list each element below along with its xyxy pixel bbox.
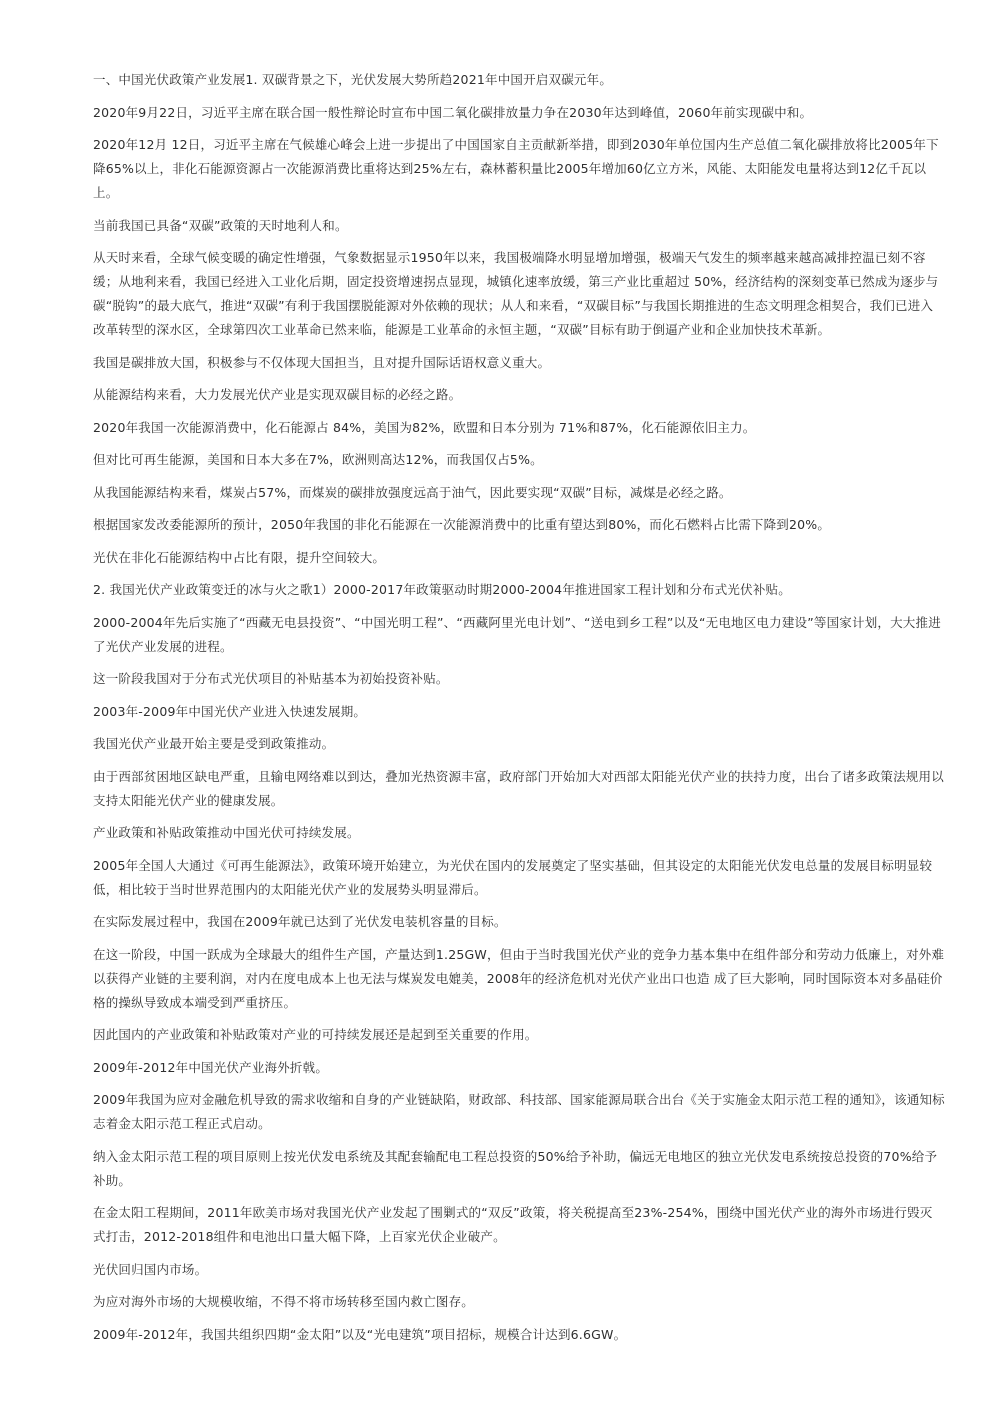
paragraph-29: 为应对海外市场的大规模收缩，不得不将市场转移至国内救亡图存。 [93, 1294, 475, 1309]
paragraph-18: 由于西部贫困地区缺电严重，且输电网络难以到达，叠加光热资源丰富，政府部门开始加大对西部太阳能光伏产业的扶持力度，出台了诸多政策法规用以支持太阳能光伏产业的健康发展。 [93, 768, 944, 808]
paragraph-26: 纳入金太阳示范工程的项目原则上按光伏发电系统及其配套输配电工程总投资的50%给予补助，偏远无电地区的独立光伏发电系统按总投资的70%给予补助。 [93, 1148, 938, 1188]
paragraph-27: 在金太阳工程期间，2011年欧美市场对我国光伏产业发起了围剿式的“双反”政策，将关税提高至23%-254%，围绕中国光伏产业的海外市场进行毁灭式打击，2012-2018组件和电池出口量大幅下降，上百家光伏企业破产。 [93, 1205, 933, 1244]
paragraph-4: 当前我国已具备“双碳”政策的天时地利人和。 [93, 217, 348, 233]
paragraph-6: 我国是碳排放大国，积极参与不仅体现大国担当，且对提升国际话语权意义重大。 [93, 354, 551, 370]
paragraph-15: 这一阶段我国对于分布式光伏项目的补贴基本为初始投资补贴。 [93, 671, 449, 686]
document-body [93, 68, 945, 1355]
paragraph-10: 从我国能源结构来看，煤炭占57%，而煤炭的碳排放强度远高于油气，因此要实现“双碳”目标，减煤是必经之路。 [93, 484, 732, 500]
paragraph-21: 在实际发展过程中，我国在2009年就已达到了光伏发电装机容量的目标。 [93, 914, 507, 929]
paragraph-19: 产业政策和补贴政策推动中国光伏可持续发展。 [93, 825, 360, 840]
paragraph-20: 2005年全国人大通过《可再生能源法》，政策环境开始建立，为光伏在国内的发展奠定了坚实基础，但其设定的太阳能光伏发电总量的发展目标明显较低，相比较于当时世界范围内的太阳能光伏产业的发展势头明显滞后。 [93, 857, 933, 897]
paragraph-25: 2009年我国为应对金融危机导致的需求收缩和自身的产业链缺陷，财政部、科技部、国家能源局联合出台《关于实施金太阳示范工程的通知》，该通知标志着金太阳示范工程正式启动。 [93, 1092, 945, 1131]
paragraph-3: 2020年12月 12日，习近平主席在气候雄心峰会上进一步提出了中国国家自主贡献新举措，即到2030年单位国内生产总值二氧化碳排放将比2005年下降65%以上，非化石能源资源占一次能源消费比重将达到25%左右，森林蓄积量比2005年增加60亿立方米，风能、太阳能发电量将达到12亿千瓦以上。 [93, 137, 939, 200]
paragraph-23: 因此国内的产业政策和补贴政策对产业的可持续发展还是起到至关重要的作用。 [93, 1027, 538, 1042]
paragraph-9: 但对比可再生能源，美国和日本大多在7%，欧洲则高达12%，而我国仅占5%。 [93, 452, 543, 467]
paragraph-7: 从能源结构来看，大力发展光伏产业是实现双碳目标的必经之路。 [93, 387, 462, 402]
paragraph-12: 光伏在非化石能源结构中占比有限，提升空间较大。 [93, 549, 386, 565]
paragraph-24: 2009年-2012年中国光伏产业海外折戟。 [93, 1059, 329, 1075]
paragraph-5: 从天时来看，全球气候变暖的确定性增强，气象数据显示1950年以来，我国极端降水明显增加增强，极端天气发生的频率越来越高减排控温已刻不容缓；从地利来看，我国已经进入工业化后期，固定投资增速拐点显现，城镇化速率放缓，第三产业比重超过 50%，经济结构的深刻变革已然成为逐步与碳“脱钩”的最大底气，推进“双碳”有利于我国摆脱能源对外依赖的现状；从人和来看，“双碳目标”与我国长期推进的生态文明理念相契合，我们已进入改革转型的深水区，全球第四次工业革命已然来临，能源是工业革命的永恒主题，“双碳”目标有助于倒逼产业和企业加快技术革新。 [93, 250, 939, 337]
paragraph-28: 光伏回归国内市场。 [93, 1261, 208, 1277]
paragraph-8: 2020年我国一次能源消费中，化石能源占 84%，美国为82%，欧盟和日本分别为 71%和87%，化石能源依旧主力。 [93, 419, 756, 435]
paragraph-11: 根据国家发改委能源所的预计，2050年我国的非化石能源在一次能源消费中的比重有望达到80%，而化石燃料占比需下降到20%。 [93, 517, 831, 532]
paragraph-22: 在这一阶段，中国一跃成为全球最大的组件生产国，产量达到1.25GW，但由于当时我国光伏产业的竞争力基本集中在组件部分和劳动力低廉上，对外难以获得产业链的主要利润，对内在度电成本上也无法与煤炭发电媲美，2008年的经济危机对光伏产业出口也造 成了巨大影响，同时国际资本对多晶硅价格的操纵导致成本端受到严重挤压。 [93, 946, 945, 1010]
paragraph-14: 2000-2004年先后实施了“西藏无电县投资”、“中国光明工程”、“西藏阿里光电计划”、“送电到乡工程”以及“无电地区电力建设”等国家计划，大大推进了光伏产业发展的进程。 [93, 614, 941, 654]
paragraph-13: 2. 我国光伏产业政策变迁的冰与火之歌1）2000-2017年政策驱动时期2000-2004年推进国家工程计划和分布式光伏补贴。 [93, 582, 791, 597]
paragraph-2: 2020年9月22日，习近平主席在联合国一般性辩论时宣布中国二氧化碳排放量力争在2030年达到峰值，2060年前实现碳中和。 [93, 104, 813, 120]
paragraph-30: 2009年-2012年，我国共组织四期“金太阳”以及“光电建筑”项目招标，规模合计达到6.6GW。 [93, 1326, 627, 1342]
paragraph-1: 一、中国光伏政策产业发展1. 双碳背景之下，光伏发展大势所趋2021年中国开启双碳元年。 [93, 72, 613, 87]
paragraph-16: 2003年-2009年中国光伏产业进入快速发展期。 [93, 703, 367, 719]
paragraph-17: 我国光伏产业最开始主要是受到政策推动。 [93, 736, 335, 751]
